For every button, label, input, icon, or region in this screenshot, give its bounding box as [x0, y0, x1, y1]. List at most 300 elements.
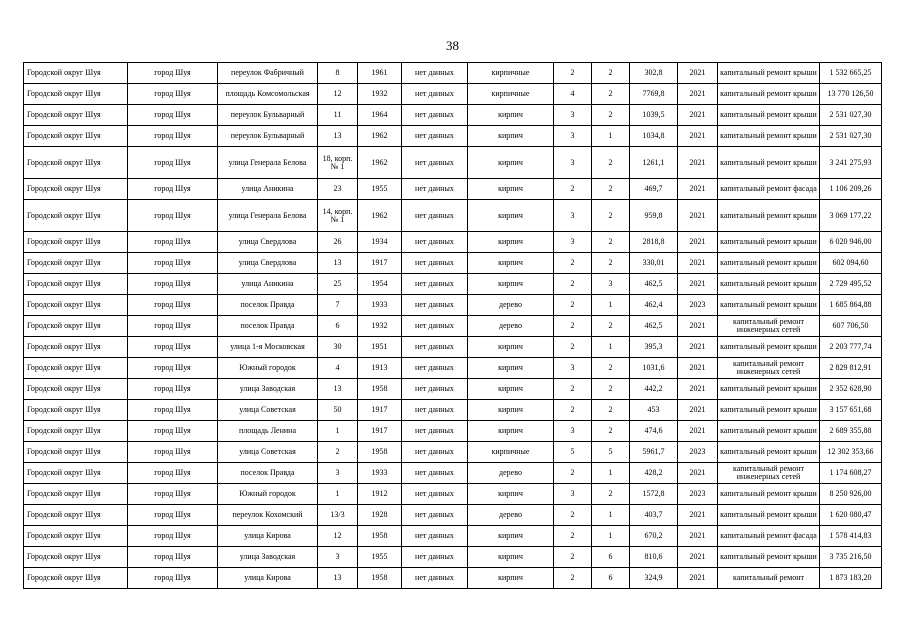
area-cell: 324,9	[630, 568, 678, 589]
city-cell: город Шуя	[128, 442, 218, 463]
city-cell: город Шуя	[128, 400, 218, 421]
cost-cell: 1 873 183,20	[820, 568, 882, 589]
table-row	[24, 505, 882, 526]
wall-material-cell: кирпич	[468, 421, 554, 442]
street-cell: площадь Комсомольская	[218, 84, 318, 105]
cost-cell: 1 532 665,25	[820, 63, 882, 84]
entrances-cell: 1	[592, 463, 630, 484]
wall-material-cell: кирпич	[468, 400, 554, 421]
floors-cell: 2	[554, 400, 592, 421]
wall-material-cell: кирпич	[468, 253, 554, 274]
heritage-status-cell: нет данных	[402, 547, 468, 568]
district-cell: Городской округ Шуя	[24, 105, 128, 126]
entrances-cell: 1	[592, 505, 630, 526]
wall-material-cell: кирпичные	[468, 442, 554, 463]
district-cell: Городской округ Шуя	[24, 547, 128, 568]
cost-cell: 1 174 608,27	[820, 463, 882, 484]
repair-year-cell: 2021	[678, 253, 718, 274]
entrances-cell: 2	[592, 358, 630, 379]
area-cell: 5961,7	[630, 442, 678, 463]
entrances-cell: 2	[592, 232, 630, 253]
area-cell: 403,7	[630, 505, 678, 526]
heritage-status-cell: нет данных	[402, 274, 468, 295]
floors-cell: 2	[554, 463, 592, 484]
repair-year-cell: 2023	[678, 442, 718, 463]
street-cell: улица Свердлова	[218, 232, 318, 253]
repair-year-cell: 2021	[678, 526, 718, 547]
area-cell: 959,8	[630, 200, 678, 232]
repair-year-cell: 2021	[678, 316, 718, 337]
repair-type-cell: капитальный ремонт крыши	[718, 126, 820, 147]
heritage-status-cell: нет данных	[402, 400, 468, 421]
entrances-cell: 2	[592, 147, 630, 179]
build-year-cell: 1954	[358, 274, 402, 295]
street-cell: улица Советская	[218, 400, 318, 421]
repair-type-cell: капитальный ремонт крыши	[718, 337, 820, 358]
floors-cell: 3	[554, 200, 592, 232]
district-cell: Городской округ Шуя	[24, 63, 128, 84]
floors-cell: 2	[554, 274, 592, 295]
entrances-cell: 2	[592, 63, 630, 84]
repair-type-cell: капитальный ремонт крыши	[718, 400, 820, 421]
build-year-cell: 1912	[358, 484, 402, 505]
house-number-cell: 11	[318, 105, 358, 126]
district-cell: Городской округ Шуя	[24, 147, 128, 179]
city-cell: город Шуя	[128, 126, 218, 147]
cost-cell: 2 531 027,30	[820, 105, 882, 126]
floors-cell: 3	[554, 232, 592, 253]
street-cell: улица Советская	[218, 442, 318, 463]
street-cell: улица Генерала Белова	[218, 147, 318, 179]
floors-cell: 2	[554, 505, 592, 526]
cost-cell: 607 706,50	[820, 316, 882, 337]
repair-type-cell: капитальный ремонт крыши	[718, 63, 820, 84]
city-cell: город Шуя	[128, 526, 218, 547]
heritage-status-cell: нет данных	[402, 442, 468, 463]
table-row	[24, 400, 882, 421]
repair-type-cell: капитальный ремонт инженерных сетей	[718, 358, 820, 379]
entrances-cell: 1	[592, 295, 630, 316]
heritage-status-cell: нет данных	[402, 526, 468, 547]
wall-material-cell: кирпич	[468, 274, 554, 295]
district-cell: Городской округ Шуя	[24, 505, 128, 526]
street-cell: улица Заводская	[218, 379, 318, 400]
street-cell: улица Заводская	[218, 547, 318, 568]
table-row	[24, 442, 882, 463]
district-cell: Городской округ Шуя	[24, 484, 128, 505]
street-cell: улица Генерала Белова	[218, 200, 318, 232]
floors-cell: 2	[554, 63, 592, 84]
build-year-cell: 1951	[358, 337, 402, 358]
district-cell: Городской округ Шуя	[24, 200, 128, 232]
build-year-cell: 1955	[358, 547, 402, 568]
street-cell: переулок Фабричный	[218, 63, 318, 84]
house-number-cell: 18, корп. № 1	[318, 147, 358, 179]
cost-cell: 1 685 864,88	[820, 295, 882, 316]
wall-material-cell: дерево	[468, 316, 554, 337]
heritage-status-cell: нет данных	[402, 337, 468, 358]
district-cell: Городской округ Шуя	[24, 442, 128, 463]
repair-year-cell: 2023	[678, 484, 718, 505]
house-number-cell: 13	[318, 379, 358, 400]
area-cell: 810,6	[630, 547, 678, 568]
house-number-cell: 3	[318, 463, 358, 484]
wall-material-cell: кирпич	[468, 147, 554, 179]
build-year-cell: 1917	[358, 253, 402, 274]
wall-material-cell: кирпич	[468, 484, 554, 505]
table-row	[24, 179, 882, 200]
wall-material-cell: кирпич	[468, 126, 554, 147]
area-cell: 2818,8	[630, 232, 678, 253]
district-cell: Городской округ Шуя	[24, 232, 128, 253]
floors-cell: 2	[554, 295, 592, 316]
repair-type-cell: капитальный ремонт	[718, 568, 820, 589]
repair-type-cell: капитальный ремонт крыши	[718, 547, 820, 568]
floors-cell: 2	[554, 337, 592, 358]
house-number-cell: 2	[318, 442, 358, 463]
repair-type-cell: капитальный ремонт крыши	[718, 295, 820, 316]
heritage-status-cell: нет данных	[402, 484, 468, 505]
wall-material-cell: дерево	[468, 505, 554, 526]
floors-cell: 3	[554, 147, 592, 179]
table-row	[24, 421, 882, 442]
table-row	[24, 568, 882, 589]
district-cell: Городской округ Шуя	[24, 568, 128, 589]
heritage-status-cell: нет данных	[402, 253, 468, 274]
repair-type-cell: капитальный ремонт крыши	[718, 105, 820, 126]
repair-year-cell: 2021	[678, 358, 718, 379]
entrances-cell: 1	[592, 337, 630, 358]
repair-year-cell: 2021	[678, 547, 718, 568]
district-cell: Городской округ Шуя	[24, 126, 128, 147]
repair-year-cell: 2021	[678, 84, 718, 105]
district-cell: Городской округ Шуя	[24, 358, 128, 379]
repair-year-cell: 2023	[678, 295, 718, 316]
street-cell: переулок Бульварный	[218, 105, 318, 126]
floors-cell: 2	[554, 526, 592, 547]
heritage-status-cell: нет данных	[402, 295, 468, 316]
repair-year-cell: 2021	[678, 200, 718, 232]
entrances-cell: 6	[592, 568, 630, 589]
street-cell: улица Аникина	[218, 179, 318, 200]
house-number-cell: 1	[318, 421, 358, 442]
district-cell: Городской округ Шуя	[24, 84, 128, 105]
area-cell: 1031,6	[630, 358, 678, 379]
area-cell: 1572,8	[630, 484, 678, 505]
cost-cell: 2 203 777,74	[820, 337, 882, 358]
wall-material-cell: кирпич	[468, 337, 554, 358]
repair-type-cell: капитальный ремонт инженерных сетей	[718, 463, 820, 484]
floors-cell: 3	[554, 105, 592, 126]
street-cell: переулок Бульварный	[218, 126, 318, 147]
house-number-cell: 13	[318, 568, 358, 589]
repair-year-cell: 2021	[678, 105, 718, 126]
wall-material-cell: кирпич	[468, 232, 554, 253]
street-cell: улица 1-я Московская	[218, 337, 318, 358]
floors-cell: 2	[554, 316, 592, 337]
city-cell: город Шуя	[128, 568, 218, 589]
cost-cell: 13 770 126,50	[820, 84, 882, 105]
cost-cell: 2 729 495,52	[820, 274, 882, 295]
area-cell: 1039,5	[630, 105, 678, 126]
house-number-cell: 13/3	[318, 505, 358, 526]
floors-cell: 3	[554, 126, 592, 147]
street-cell: поселок Правда	[218, 295, 318, 316]
area-cell: 330,01	[630, 253, 678, 274]
entrances-cell: 2	[592, 179, 630, 200]
district-cell: Городской округ Шуя	[24, 316, 128, 337]
heritage-status-cell: нет данных	[402, 63, 468, 84]
table-row	[24, 274, 882, 295]
house-number-cell: 7	[318, 295, 358, 316]
wall-material-cell: дерево	[468, 295, 554, 316]
repair-year-cell: 2021	[678, 400, 718, 421]
build-year-cell: 1955	[358, 179, 402, 200]
district-cell: Городской округ Шуя	[24, 400, 128, 421]
entrances-cell: 2	[592, 316, 630, 337]
city-cell: город Шуя	[128, 463, 218, 484]
repair-year-cell: 2021	[678, 232, 718, 253]
city-cell: город Шуя	[128, 84, 218, 105]
build-year-cell: 1958	[358, 568, 402, 589]
district-cell: Городской округ Шуя	[24, 295, 128, 316]
street-cell: переулок Кохомский	[218, 505, 318, 526]
street-cell: улица Свердлова	[218, 253, 318, 274]
heritage-status-cell: нет данных	[402, 463, 468, 484]
cost-cell: 3 241 275,93	[820, 147, 882, 179]
area-cell: 670,2	[630, 526, 678, 547]
cost-cell: 12 302 353,66	[820, 442, 882, 463]
repair-type-cell: капитальный ремонт крыши	[718, 253, 820, 274]
street-cell: площадь Ленина	[218, 421, 318, 442]
house-number-cell: 14, корп. № 1	[318, 200, 358, 232]
build-year-cell: 1962	[358, 126, 402, 147]
floors-cell: 3	[554, 421, 592, 442]
house-number-cell: 30	[318, 337, 358, 358]
table-row	[24, 379, 882, 400]
house-number-cell: 13	[318, 126, 358, 147]
area-cell: 474,6	[630, 421, 678, 442]
repair-year-cell: 2021	[678, 379, 718, 400]
house-number-cell: 6	[318, 316, 358, 337]
street-cell: улица Аникина	[218, 274, 318, 295]
city-cell: город Шуя	[128, 105, 218, 126]
wall-material-cell: дерево	[468, 463, 554, 484]
heritage-status-cell: нет данных	[402, 421, 468, 442]
repair-type-cell: капитальный ремонт крыши	[718, 232, 820, 253]
repair-type-cell: капитальный ремонт инженерных сетей	[718, 316, 820, 337]
wall-material-cell: кирпич	[468, 105, 554, 126]
cost-cell: 3 069 177,22	[820, 200, 882, 232]
city-cell: город Шуя	[128, 505, 218, 526]
house-number-cell: 4	[318, 358, 358, 379]
build-year-cell: 1958	[358, 442, 402, 463]
repair-type-cell: капитальный ремонт крыши	[718, 484, 820, 505]
build-year-cell: 1932	[358, 316, 402, 337]
street-cell: улица Кирова	[218, 526, 318, 547]
build-year-cell: 1964	[358, 105, 402, 126]
table-row	[24, 547, 882, 568]
repair-year-cell: 2021	[678, 179, 718, 200]
cost-cell: 1 578 414,83	[820, 526, 882, 547]
build-year-cell: 1962	[358, 200, 402, 232]
repair-year-cell: 2021	[678, 126, 718, 147]
entrances-cell: 1	[592, 126, 630, 147]
entrances-cell: 2	[592, 421, 630, 442]
house-number-cell: 25	[318, 274, 358, 295]
cost-cell: 2 829 812,91	[820, 358, 882, 379]
floors-cell: 2	[554, 253, 592, 274]
cost-cell: 6 020 946,00	[820, 232, 882, 253]
area-cell: 428,2	[630, 463, 678, 484]
table-row	[24, 147, 882, 179]
heritage-status-cell: нет данных	[402, 147, 468, 179]
house-number-cell: 13	[318, 253, 358, 274]
build-year-cell: 1961	[358, 63, 402, 84]
city-cell: город Шуя	[128, 379, 218, 400]
district-cell: Городской округ Шуя	[24, 179, 128, 200]
house-number-cell: 8	[318, 63, 358, 84]
house-number-cell: 3	[318, 547, 358, 568]
build-year-cell: 1933	[358, 463, 402, 484]
city-cell: город Шуя	[128, 179, 218, 200]
floors-cell: 3	[554, 484, 592, 505]
table-row	[24, 526, 882, 547]
house-number-cell: 50	[318, 400, 358, 421]
build-year-cell: 1958	[358, 379, 402, 400]
entrances-cell: 2	[592, 105, 630, 126]
repair-type-cell: капитальный ремонт крыши	[718, 147, 820, 179]
city-cell: город Шуя	[128, 547, 218, 568]
city-cell: город Шуя	[128, 358, 218, 379]
entrances-cell: 1	[592, 526, 630, 547]
city-cell: город Шуя	[128, 295, 218, 316]
page-number: 38	[446, 38, 459, 53]
repair-type-cell: капитальный ремонт крыши	[718, 379, 820, 400]
street-cell: улица Кирова	[218, 568, 318, 589]
city-cell: город Шуя	[128, 337, 218, 358]
house-number-cell: 1	[318, 484, 358, 505]
area-cell: 395,3	[630, 337, 678, 358]
heritage-status-cell: нет данных	[402, 316, 468, 337]
repair-year-cell: 2021	[678, 337, 718, 358]
area-cell: 442,2	[630, 379, 678, 400]
house-number-cell: 12	[318, 84, 358, 105]
entrances-cell: 2	[592, 484, 630, 505]
heritage-status-cell: нет данных	[402, 126, 468, 147]
repair-type-cell: капитальный ремонт крыши	[718, 84, 820, 105]
city-cell: город Шуя	[128, 274, 218, 295]
wall-material-cell: кирпич	[468, 379, 554, 400]
build-year-cell: 1933	[358, 295, 402, 316]
cost-cell: 2 689 355,88	[820, 421, 882, 442]
housing-repair-table	[23, 62, 882, 589]
repair-type-cell: капитальный ремонт крыши	[718, 200, 820, 232]
city-cell: город Шуя	[128, 484, 218, 505]
repair-type-cell: капитальный ремонт фасада	[718, 526, 820, 547]
table-row	[24, 105, 882, 126]
table-row	[24, 253, 882, 274]
entrances-cell: 2	[592, 253, 630, 274]
repair-year-cell: 2021	[678, 274, 718, 295]
wall-material-cell: кирпич	[468, 358, 554, 379]
table-row	[24, 484, 882, 505]
city-cell: город Шуя	[128, 421, 218, 442]
build-year-cell: 1913	[358, 358, 402, 379]
house-number-cell: 23	[318, 179, 358, 200]
area-cell: 462,5	[630, 316, 678, 337]
repair-year-cell: 2021	[678, 568, 718, 589]
cost-cell: 3 735 216,50	[820, 547, 882, 568]
table-row	[24, 337, 882, 358]
table-row	[24, 232, 882, 253]
heritage-status-cell: нет данных	[402, 379, 468, 400]
floors-cell: 2	[554, 179, 592, 200]
city-cell: город Шуя	[128, 63, 218, 84]
heritage-status-cell: нет данных	[402, 84, 468, 105]
entrances-cell: 2	[592, 400, 630, 421]
area-cell: 469,7	[630, 179, 678, 200]
build-year-cell: 1928	[358, 505, 402, 526]
table-row	[24, 295, 882, 316]
district-cell: Городской округ Шуя	[24, 253, 128, 274]
cost-cell: 2 531 027,30	[820, 126, 882, 147]
repair-type-cell: капитальный ремонт крыши	[718, 421, 820, 442]
table-row	[24, 126, 882, 147]
repair-year-cell: 2021	[678, 463, 718, 484]
table-row	[24, 463, 882, 484]
street-cell: поселок Правда	[218, 316, 318, 337]
cost-cell: 602 094,60	[820, 253, 882, 274]
build-year-cell: 1917	[358, 400, 402, 421]
floors-cell: 2	[554, 547, 592, 568]
city-cell: город Шуя	[128, 147, 218, 179]
entrances-cell: 2	[592, 84, 630, 105]
house-number-cell: 12	[318, 526, 358, 547]
heritage-status-cell: нет данных	[402, 179, 468, 200]
district-cell: Городской округ Шуя	[24, 463, 128, 484]
table-row	[24, 200, 882, 232]
area-cell: 1261,1	[630, 147, 678, 179]
repair-year-cell: 2021	[678, 421, 718, 442]
floors-cell: 4	[554, 84, 592, 105]
repair-type-cell: капитальный ремонт крыши	[718, 505, 820, 526]
repair-year-cell: 2021	[678, 505, 718, 526]
house-number-cell: 26	[318, 232, 358, 253]
repair-type-cell: капитальный ремонт крыши	[718, 274, 820, 295]
cost-cell: 2 352 628,90	[820, 379, 882, 400]
district-cell: Городской округ Шуя	[24, 379, 128, 400]
district-cell: Городской округ Шуя	[24, 337, 128, 358]
floors-cell: 3	[554, 358, 592, 379]
heritage-status-cell: нет данных	[402, 358, 468, 379]
district-cell: Городской округ Шуя	[24, 274, 128, 295]
heritage-status-cell: нет данных	[402, 505, 468, 526]
floors-cell: 2	[554, 568, 592, 589]
wall-material-cell: кирпичные	[468, 63, 554, 84]
cost-cell: 3 157 651,68	[820, 400, 882, 421]
area-cell: 462,4	[630, 295, 678, 316]
floors-cell: 2	[554, 379, 592, 400]
build-year-cell: 1934	[358, 232, 402, 253]
city-cell: город Шуя	[128, 253, 218, 274]
city-cell: город Шуя	[128, 316, 218, 337]
cost-cell: 1 620 080,47	[820, 505, 882, 526]
wall-material-cell: кирпич	[468, 547, 554, 568]
table-row	[24, 316, 882, 337]
repair-type-cell: капитальный ремонт крыши	[718, 442, 820, 463]
floors-cell: 5	[554, 442, 592, 463]
